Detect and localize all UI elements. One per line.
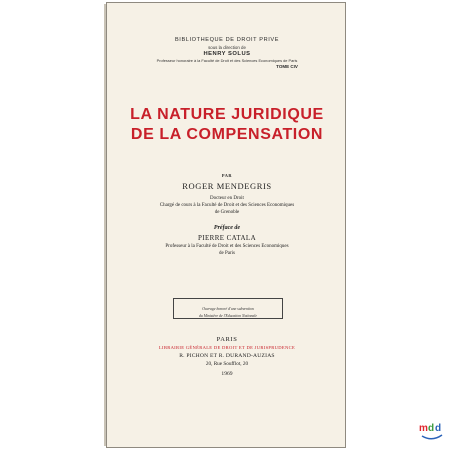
logo-letter-d2: d <box>435 423 442 434</box>
award-line-2: du Ministère de l'Education Nationale <box>198 313 258 318</box>
series-name: BIBLIOTHEQUE DE DROIT PRIVE <box>174 37 280 43</box>
logo-letter-d1: d <box>428 423 435 434</box>
director-title: Professeur honoraire à la Faculté de Droit et des Sciences Economiques de Paris <box>156 58 298 63</box>
book-title-line-2: DE LA COMPENSATION <box>130 126 324 143</box>
preface-author-city: de Paris <box>219 251 235 256</box>
award-box <box>173 298 283 319</box>
book-cover <box>106 2 346 448</box>
mdd-watermark-logo <box>419 418 445 444</box>
series-director: HENRY SOLUS <box>203 51 251 57</box>
logo-swoosh <box>422 435 442 439</box>
publisher-owners: R. PICHON ET R. DURAND-AUZIAS <box>179 353 275 359</box>
book-title-line-1: LA NATURE JURIDIQUE <box>130 106 324 123</box>
author-name: ROGER MENDEGRIS <box>182 181 272 191</box>
publication-year: 1969 <box>221 371 233 377</box>
author-degree: Docteur en Droit <box>210 196 244 201</box>
preface-label: Préface de <box>213 225 241 231</box>
author-city: de Grenoble <box>214 210 240 215</box>
award-line-1: Ouvrage honoré d'une subvention <box>202 306 254 311</box>
publisher-name: LIBRAIRIE GÉNÉRALE DE DROIT ET DE JURISPRUDENCE <box>158 345 296 350</box>
volume-number: TOME CIV <box>276 64 298 69</box>
publisher-address: 20, Rue Soufflot, 20 <box>205 361 249 367</box>
preface-author: PIERRE CATALA <box>197 234 257 242</box>
series-direction: sous la direction de <box>208 45 246 50</box>
preface-author-title: Professeur à la Faculté de Droit et des Sciences Economiques <box>165 244 289 249</box>
publication-city: PARIS <box>216 336 238 343</box>
by-label: PAR <box>221 173 233 178</box>
author-position: Chargé de cours à la Faculté de Droit et des Sciences Economiques <box>159 203 295 208</box>
logo-letter-m: m <box>419 423 428 434</box>
